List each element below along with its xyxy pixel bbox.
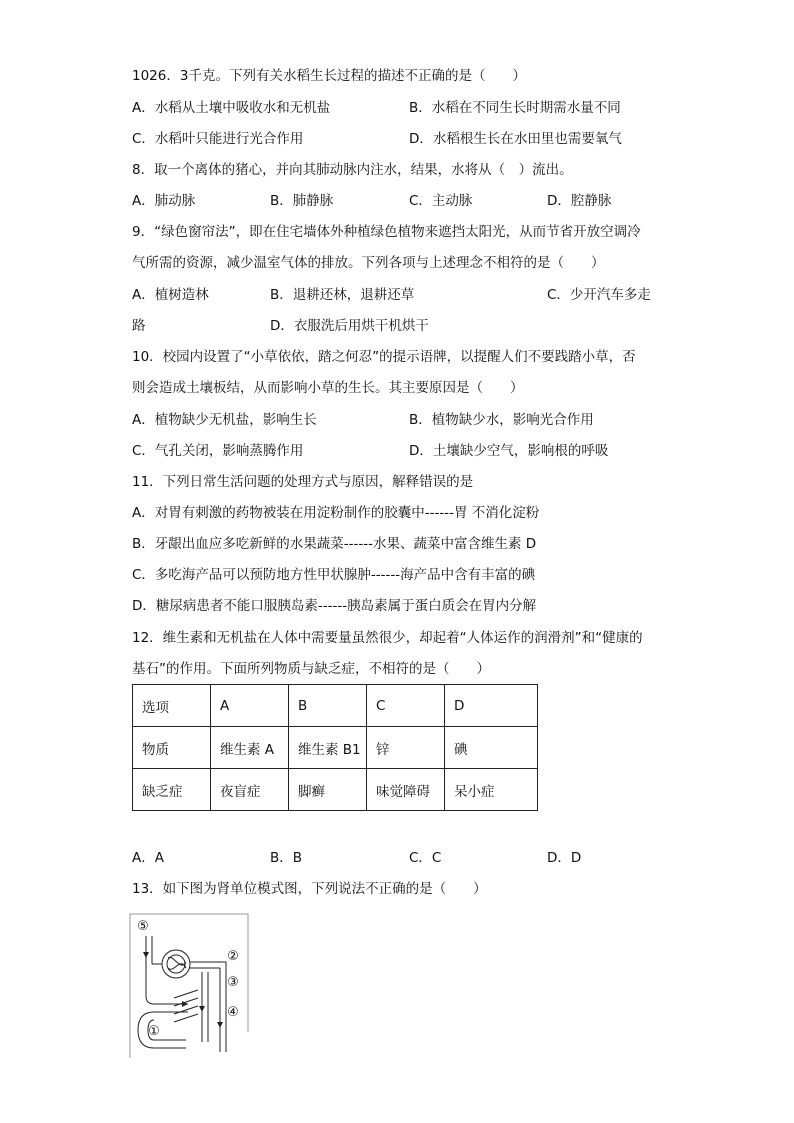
q10-stem-line1: 10．校园内设置了“小草依依，踏之何忍”的提示语牌，以提醒人们不要践踏小草，否	[132, 349, 636, 365]
table-cell: 维生素 A	[211, 727, 289, 769]
table-cell: 物质	[133, 727, 211, 769]
table-cell: 脚癣	[289, 769, 367, 811]
nephron-diagram	[128, 912, 252, 1062]
q12-option-b: B．B	[270, 850, 303, 866]
label-2: ②	[227, 949, 239, 964]
q9-option-b: B．退耕还林，退耕还草	[270, 287, 415, 303]
table-cell: D	[445, 685, 538, 727]
q8-option-c: C．主动脉	[409, 193, 473, 209]
q9-option-d: D．衣服洗后用烘干机烘干	[270, 318, 429, 334]
q12-option-d: D．D	[547, 850, 582, 866]
q8-stem: 8．取一个离体的猪心，并向其肺动脉内注水，结果，水将从（ ）流出。	[132, 162, 573, 178]
q10-option-b: B．植物缺少水，影响光合作用	[409, 412, 594, 428]
q7-option-b: B．水稻在不同生长时期需水量不同	[409, 100, 621, 116]
q13-stem: 13．如下图为肾单位模式图，下列说法不正确的是（ ）	[132, 881, 487, 897]
table-cell: B	[289, 685, 367, 727]
table-cell: 味觉障碍	[367, 769, 445, 811]
table-row	[133, 769, 538, 811]
q7-option-a: A．水稻从土壤中吸收水和无机盐	[132, 100, 331, 116]
q7-option-d: D．水稻根生长在水田里也需要氧气	[409, 131, 622, 147]
q9-stem-line1: 9．“绿色窗帘法”，即在住宅墙体外种植绿色植物来遮挡太阳光，从而节省开放空调冷	[132, 224, 641, 240]
table-cell: 选项	[133, 685, 211, 727]
table-cell: 呆小症	[445, 769, 538, 811]
q10-option-a: A．植物缺少无机盐，影响生长	[132, 412, 317, 428]
q12-option-a: A．A	[132, 850, 164, 866]
q8-option-a: A．肺动脉	[132, 193, 196, 209]
table-cell: C	[367, 685, 445, 727]
q10-stem-line2: 则会造成土壤板结，从而影响小草的生长。其主要原因是（ ）	[132, 380, 524, 396]
table-cell: 锌	[367, 727, 445, 769]
q11-stem: 11．下列日常生活问题的处理方式与原因，解释错误的是	[132, 474, 474, 490]
q11-option-c: C．多吃海产品可以预防地方性甲状腺肿------海产品中含有丰富的碘	[132, 567, 536, 583]
table-cell: 缺乏症	[133, 769, 211, 811]
q9-option-a: A．植树造林	[132, 287, 209, 303]
q7-stem: 1026．3千克。下列有关水稻生长过程的描述不正确的是（ ）	[132, 68, 526, 84]
table-row	[133, 685, 538, 727]
q8-option-b: B．肺静脉	[270, 193, 334, 209]
q11-option-a: A．对胃有刺激的药物被装在用淀粉制作的胶囊中------胃 不消化淀粉	[132, 505, 540, 521]
q11-option-d: D．糖尿病患者不能口服胰岛素------胰岛素属于蛋白质会在胃内分解	[132, 598, 537, 614]
q12-stem-line1: 12．维生素和无机盐在人体中需要量虽然很少，却起着“人体运作的润滑剂”和“健康的	[132, 630, 643, 646]
table-cell: A	[211, 685, 289, 727]
q9-stem-line2: 气所需的资源，减少温室气体的排放。下列各项与上述理念不相符的是（ ）	[132, 255, 605, 271]
label-3: ③	[227, 975, 239, 990]
q10-option-d: D．土壤缺少空气，影响根的呼吸	[409, 443, 609, 459]
q12-option-c: C．C	[409, 850, 442, 866]
q7-option-c: C．水稻叶只能进行光合作用	[132, 131, 304, 147]
table-cell: 维生素 B1	[289, 727, 367, 769]
label-4: ④	[227, 1005, 239, 1020]
label-1: ①	[148, 1024, 160, 1039]
table-cell: 夜盲症	[211, 769, 289, 811]
table-row	[133, 727, 538, 769]
q9-option-c-continued: 路	[132, 318, 146, 334]
q12-stem-line2: 基石”的作用。下面所列物质与缺乏症，不相符的是（ ）	[132, 661, 490, 677]
q10-option-c: C．气孔关闭，影响蒸腾作用	[132, 443, 304, 459]
table-cell: 碘	[445, 727, 538, 769]
q9-option-c: C．少开汽车多走	[547, 287, 651, 303]
label-5: ⑤	[137, 919, 149, 934]
q11-option-b: B．牙龈出血应多吃新鲜的水果蔬菜------水果、蔬菜中富含维生素 D	[132, 536, 537, 552]
q12-table	[132, 684, 538, 811]
q8-option-d: D．腔静脉	[547, 193, 612, 209]
